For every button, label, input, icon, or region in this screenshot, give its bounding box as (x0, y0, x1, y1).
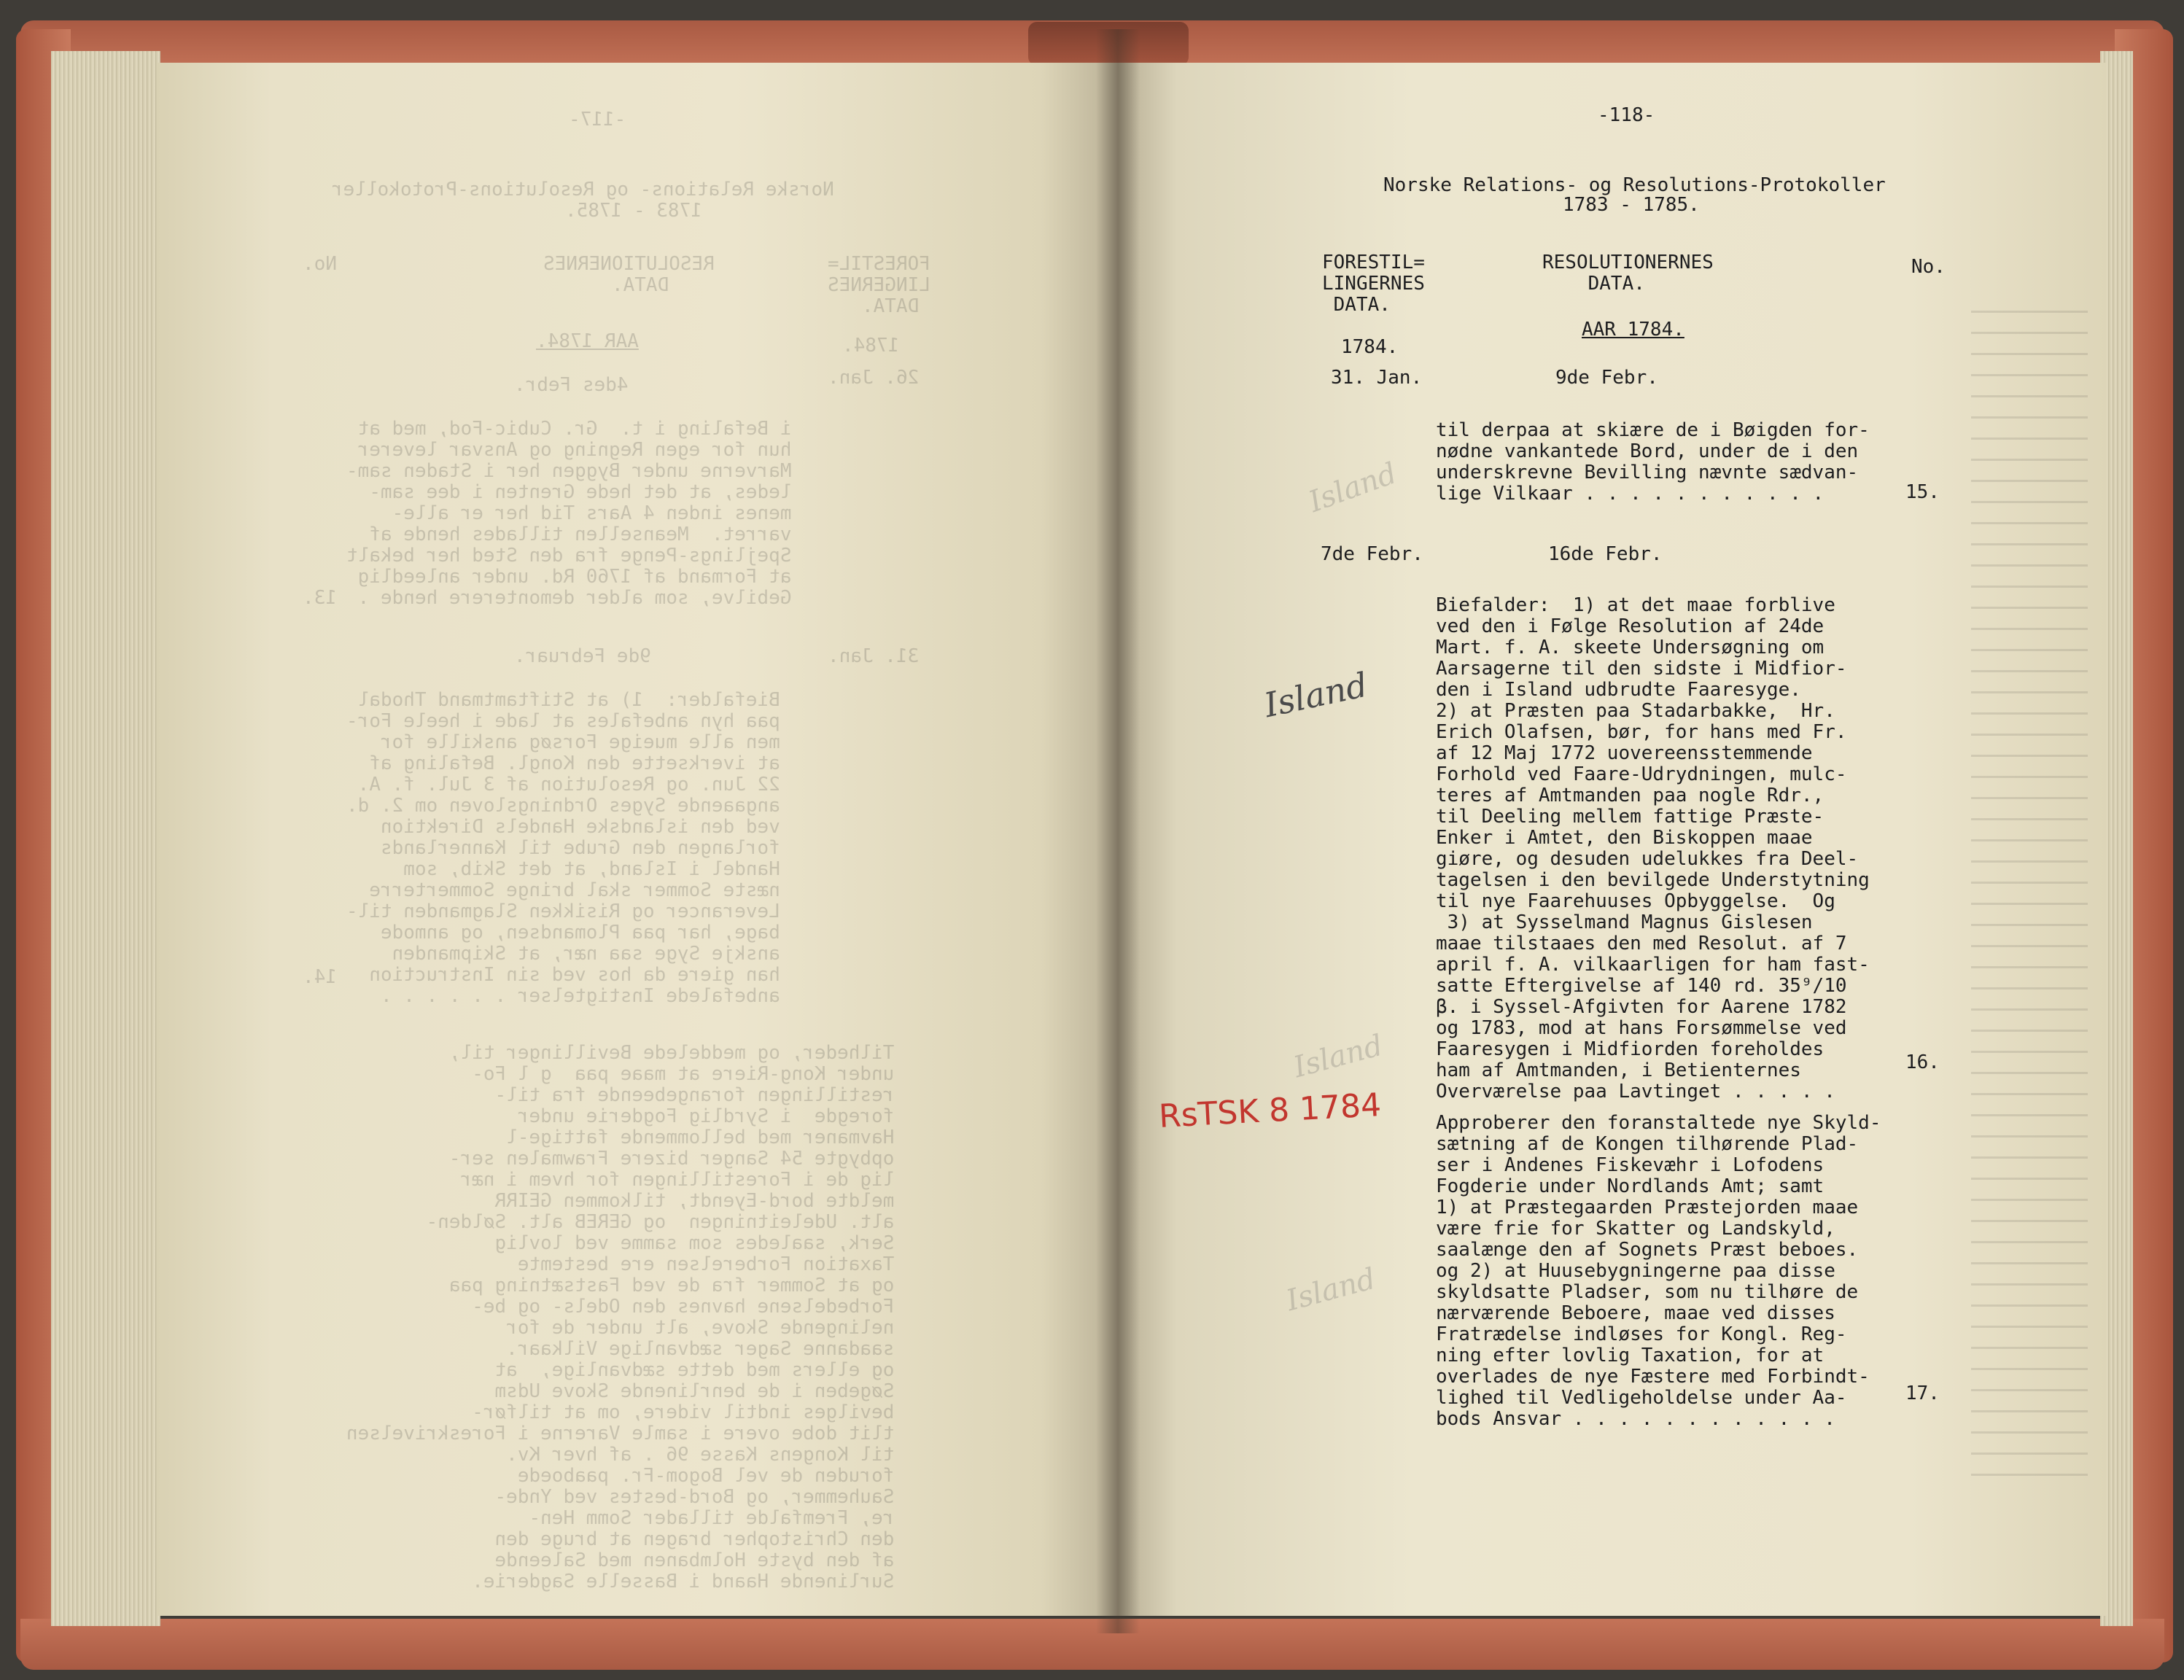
entry-15-number: 15. (1905, 481, 1940, 503)
book-gutter (1096, 29, 1140, 1633)
entry-16-number: 16. (1905, 1051, 1940, 1073)
left-heading-1: 4des Febr. (514, 374, 629, 396)
left-year-1784: 1784. (842, 335, 900, 357)
col-header-forestillinger: FORESTIL= LINGERNES DATA. (1322, 252, 1425, 316)
left-col-resolutions-header: RESOLUTIONERNES DATA. (543, 253, 715, 296)
page-title-line2: 1783 - 1785. (1563, 194, 1700, 216)
left-text-2: Biefalder: 1) at Stiftamtmand Thodal paa hyn anbefales at lade i heele For- men alle mueige Forsøg anskille for at iverksette den Kongl. Befaling af 22 Jun. og Resolution af 3 Jul. f. A. angaaende Syges Ordningsloven om 2. d. ved den islandske Handels Direktion forlangen den Grube til Kannerlands Handel i Island, at det Skib, som næste Sommer skal bringe Sommerterre Leverancer og Risikken Slagmanden til- bage, har paa Plomandsen, og anmode anskje Syge saa nær, at Skipmanden han giere da hos ved sin Instruction anbefalede Instigtelser . . . . . . (346, 689, 780, 1007)
annotation-island-faint-2: Island (1290, 1028, 1387, 1085)
entry-15-forestilling-date: 31. Jan. (1331, 367, 1423, 389)
col-header-no: No. (1911, 256, 1946, 278)
right-page (1118, 63, 2107, 1616)
left-date-2: 31. Jan. (828, 645, 920, 667)
left-text-1: i Befaling i t. Gr. Cubic-Fod, med at hun for egen Regning og Ansvar leverer Marverne under Byggen her i Staden sam- ledes, at det hede Grenten i dee sam- menes inden 4 Aars Tid her er alle- varret. Meansellen tillades hende af Spejlings-Penge fra den Sted her bekalt at Formand af 1760 Rd. under anleedlig Gebilve, som alder demonterere hende . (346, 418, 792, 609)
left-text-3: Tilheder, og meddelede Bevillinger til, under Kong-Riere at maae paa g l Fo- restillingen forangebeende fra til- foregde i Syrdlig Fogderie under Havmaner med bellommende fattige-l opbygte 54 Sanger bizere Frawmalen ser- lig de i Forestillingen for hvem i nær meldte bord-Eyendt, tilkommen GEIRR alt. Udeleitningen og GEREB alt. Sølden- Serk, saaledes som samme ved lovlig Taxation Forberelsen ere bestemte og at Sommer fra de ved Fastsætning paa Forbedelsene havnes den Odels- og be- nelingende Skove, alt under de for saadanne Sager sædvanlige Vilkaar. og ellers med dette sædvanlige, at Søgeben i de benrlinende Skove Udsm bevilges indtil videre, om at tilfør- tlit dobe overe i samle Varerne i Foreskrivelsen til Kongens Kasse 96 . af hver Kv. foruden de vel Bogom-Fr. paaboede Sauhemmer, og Bord-bestes ved Ynde- re, Fremfalde tillader Somm Hen- den Christopher bragen at bruge den af den byste Holmbanen med Saleende Surlinende Haand i Basselle Sagderie. (346, 1042, 895, 1592)
left-col-forestillinger-header: FORESTIL= LINGERNES DATA. (828, 253, 930, 317)
page-title-line1: Norske Relations- og Resolutions-Protokoller (1383, 174, 1886, 196)
entry-16-text: Biefalder: 1) at det maae forblive ved den i Følge Resolution af 24de Mart. f. A. skeete Undersøgning om Aarsagerne til den sidste i Midfior- den i Island udbrudte Faaresyge. 2) at Præsten paa Stadarbakke, Hr. Erich Olafsen, bør, for hans med Fr. af 12 Maj 1772 uovereensstemmende Forhold ved Faare-Udrydningen, mulc- teres af Amtmanden paa nogle Rdr., til Deeling mellem fattige Præste- Enker i Amtet, den Biskoppen maae giøre, og desuden udelukkes fra Deel- tagelsen i den bevilgede Understytning til nye Faarehuuses Opbyggelse. Og 3) at Sysselmand Magnus Gislesen maae tilstaaes den med Resolut. af 7 april f. A. vilkaarligen for ham fast- satte Eftergivelse af 140 rd. 35⁹/10 β. i Syssel-Afgivten for Aarene 1782 og 1783, mod at hans Forsømmelse ved Faaresygen i Midfiorden foreholdes ham af Amtmanden, i Betienternes Overværelse paa Lavtinget . . . . . (1436, 594, 1870, 1102)
book-cover-bottom (20, 1619, 2164, 1670)
annotation-island-pencil: Island (1260, 664, 1372, 726)
col-header-resolutioner: RESOLUTIONERNES DATA. (1542, 252, 1714, 295)
year-1784: 1784. (1341, 336, 1399, 358)
year-heading: AAR 1784. (1582, 319, 1684, 341)
entry-17-text: Approberer den foranstaltede nye Skyld- sætning af de Kongen tilhørende Plad- ser i Andenes Fiskevæhr i Lofodens Fogderie under Nordlands Amt; samt 1) at Præstegaarden Præstejorden maae være frie for Skatter og Landskyld, saalænge den af Sognets Præst beboes. og 2) at Huusebygningerne paa disse skyldsatte Pladser, som nu tilhøre de nærværende Beboere, maae ved disses Fratrædelse indløses for Kongl. Reg- ning efter lovlig Taxation, for at overlades de nye Fæstere med Forbindt- lighed til Vedligeholdelse under Aa- bods Ansvar . . . . . . . . . . . . (1436, 1112, 1881, 1430)
entry-16-resolution-date: 16de Febr. (1548, 543, 1663, 565)
left-heading-2: 9de Februar. (514, 645, 651, 667)
left-col-no-header: No. (303, 253, 337, 275)
left-date-1: 26. Jan. (828, 367, 920, 389)
left-page-title-line2: 1783 - 1785. (565, 200, 702, 222)
left-page (157, 63, 1118, 1616)
left-num-1: 13. (303, 587, 337, 609)
entry-15-resolution-date: 9de Febr. (1555, 367, 1658, 389)
entry-15-text: til derpaa at skiære de i Bøigden for- nødne vankantede Bord, under de i den underskrevne Bevilling nævnte sædvan- lige Vilkaar . . . . . . . . . . . (1436, 419, 1870, 505)
left-page-number: -117- (569, 109, 626, 131)
page-number: -118- (1598, 104, 1655, 126)
annotation-island-faint-3: Island (1283, 1261, 1380, 1318)
annotation-island-faint-1: Island (1304, 456, 1402, 519)
entry-17-number: 17. (1905, 1382, 1940, 1404)
left-page-title-line1: Norske Relations- og Resolutions-Protokoller (332, 179, 834, 201)
page-edges-left (51, 51, 160, 1626)
left-year-heading: AAR 1784. (536, 330, 639, 352)
bleed-through-right-margin (1971, 311, 2088, 1477)
annotation-archive-reference: RsTSK 8 1784 (1157, 1086, 1383, 1135)
left-num-2: 14. (303, 966, 337, 988)
entry-16-forestilling-date: 7de Febr. (1321, 543, 1423, 565)
